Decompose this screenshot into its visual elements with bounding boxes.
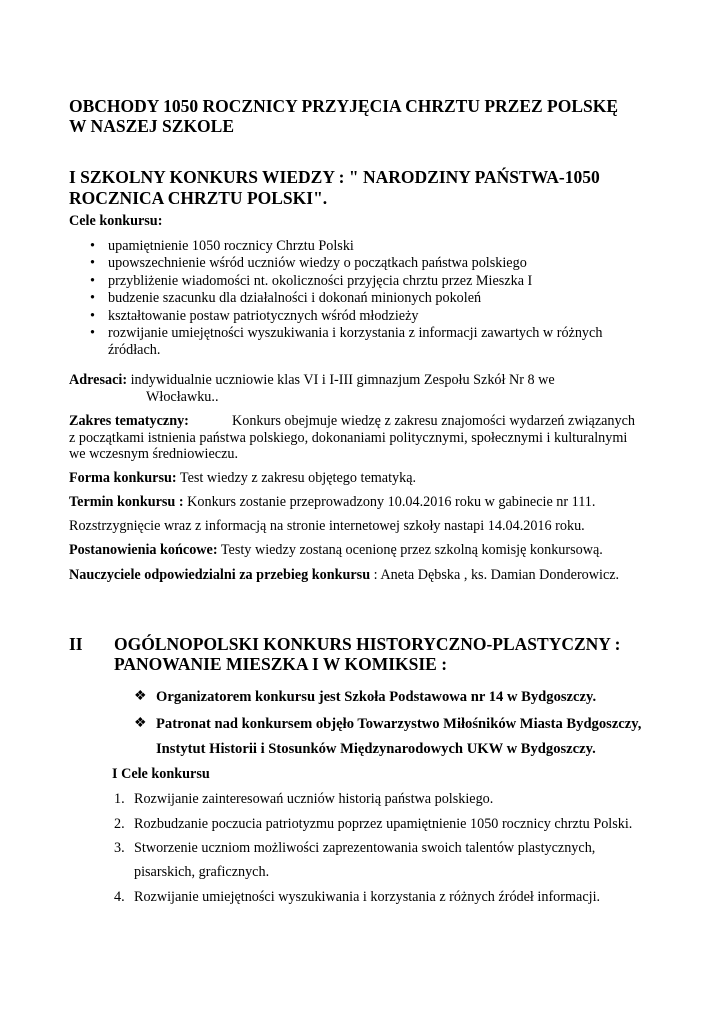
section2-numeral: II [69, 634, 83, 654]
goal-text: Rozbudzanie poczucia patriotyzmu poprzez upamiętnienie 1050 rocznicy chrztu Polski. [134, 816, 633, 832]
date-line [69, 494, 595, 511]
patronage-line1: Patronat nad konkursem objęło Towarzystwo Miłośników Miasta Bydgoszczy, [156, 716, 642, 732]
date-label: Termin konkursu : [69, 494, 184, 510]
goal-number: 3. [114, 840, 125, 856]
document-title-line1: OBCHODY 1050 ROCZNICY PRZYJĘCIA CHRZTU PRZEZ POLSKĘ [69, 96, 619, 116]
teachers-label: Nauczyciele odpowiedzialni za przebieg konkursu [69, 567, 371, 583]
bullet-icon: • [90, 255, 95, 272]
list-item: • przybliżenie wiadomości nt. okoliczności przyjęcia chrztu przez Mieszka I [90, 272, 533, 289]
goal-text: Rozwijanie zainteresowań uczniów historią państwa polskiego. [134, 791, 494, 807]
document-title-line2: W NASZEJ SZKOLE [69, 116, 235, 136]
diamond-bullet-icon: ❖ [134, 716, 147, 731]
teachers-text: : Aneta Dębska , ks. Damian Donderowicz. [370, 567, 620, 583]
goal-text: Stworzenie uczniom możliwości zaprezentowania swoich talentów plastycznych, [134, 840, 596, 856]
list-item: • upowszechnienie wśród uczniów wiedzy o początkach państwa polskiego [90, 255, 527, 272]
section1-goals-label: Cele konkursu: [69, 213, 163, 229]
scope-label: Zakres tematyczny: [69, 413, 189, 429]
form-line [69, 470, 416, 487]
list-item: • upamiętnienie 1050 rocznicy Chrztu Polski [90, 238, 354, 254]
scope-text-line1: Konkurs obejmuje wiedzę z zakresu znajomości wydarzeń związanych [232, 413, 635, 429]
goal-number: 2. [114, 816, 125, 832]
goal-number: 1. [114, 791, 125, 807]
section1-goals-list [90, 238, 602, 360]
patronage-line2: Instytut Historii i Stosunków Międzynarodowych UKW w Bydgoszczy. [156, 741, 596, 757]
addressees-label: Adresaci: [69, 372, 128, 388]
section1-heading-line2: ROCZNICA CHRZTU POLSKI". [69, 188, 328, 208]
list-item: • kształtowanie postaw patriotycznych wśród młodzieży [90, 307, 419, 324]
scope-text-line3: we wczesnym średniowieczu. [69, 446, 239, 462]
goal-text: Rozwijanie umiejętności wyszukiwania i korzystania z różnych źródeł informacji. [134, 889, 601, 905]
bullet-icon: • [90, 325, 95, 342]
form-label: Forma konkursu: [69, 470, 177, 486]
organizer-line: Organizatorem konkursu jest Szkoła Podstawowa nr 14 w Bydgoszczy. [156, 689, 597, 705]
final-provisions-text: Testy wiedzy zostaną ocenionę przez szkolną komisję konkursową. [217, 542, 603, 558]
goal-number: 4. [114, 889, 125, 905]
list-item: • rozwijanie umiejętności wyszukiwania i korzystania z informacji zawartych w różnych [90, 325, 603, 342]
bullet-icon: • [90, 290, 95, 307]
section2-goals-label: I Cele konkursu [112, 766, 210, 782]
goal-text-continuation: pisarskich, graficznych. [134, 864, 270, 880]
section2-heading-line2: PANOWANIE MIESZKA I W KOMIKSIE : [114, 654, 448, 674]
list-item-continuation: źródłach. [108, 342, 161, 359]
final-provisions-label: Postanowienia końcowe: [69, 542, 218, 558]
final-provisions-line [69, 542, 603, 559]
diamond-bullet-icon: ❖ [134, 689, 147, 704]
form-text: Test wiedzy z zakresu objętego tematyką. [176, 470, 417, 486]
list-item: • budzenie szacunku dla działalności i dokonań minionych pokoleń [90, 290, 482, 307]
scope-text-line2: z początkami istnienia państwa polskiego, dokonaniami politycznymi, społecznymi i kulturalnymi [69, 430, 628, 446]
addressees-line2: Włocławku.. [146, 389, 219, 405]
date-text: Konkurs zostanie przeprowadzony 10.04.2016 roku w gabinecie nr 111. [183, 494, 596, 510]
section1-heading-line1: I SZKOLNY KONKURS WIEDZY : " NARODZINY PAŃSTWA-1050 [69, 167, 600, 187]
addressees-text: indywidualnie uczniowie klas VI i I-III gimnazjum Zespołu Szkół Nr 8 we [127, 372, 555, 388]
bullet-icon: • [90, 272, 95, 289]
resolution-line: Rozstrzygnięcie wraz z informacją na stronie internetowej szkoły nastapi 14.04.2016 roku. [69, 518, 585, 534]
addressees-line1 [69, 372, 555, 389]
bullet-icon: • [90, 238, 95, 254]
section2-heading-line1: OGÓLNOPOLSKI KONKURS HISTORYCZNO-PLASTYCZNY : [114, 634, 621, 654]
bullet-icon: • [90, 307, 95, 324]
scope-line1 [69, 413, 189, 430]
teachers-line [69, 567, 619, 584]
